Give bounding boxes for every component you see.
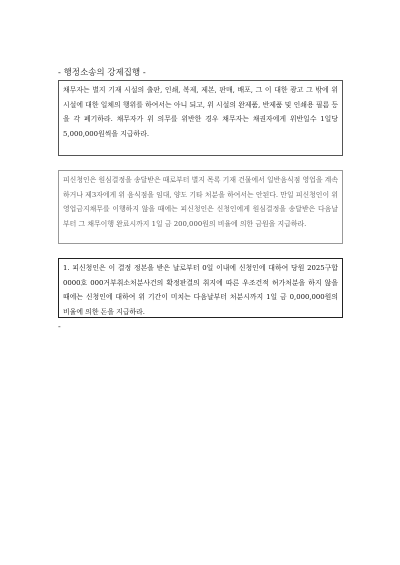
example-text-injunction: 채무자는 별지 기재 시설의 출판, 인쇄, 복제, 제본, 판매, 배포, 그 이 대한 광고 그 밖에 위 시설에 대한 일체의 행위를 하여서는 아니 되고, 위 시설의 완제품, 반제품 및 인쇄용 필름 등을 각 폐기하라. 채무자가 위 의무를 위반한 경우 채무자는 채권자에게 위반일수 1일당 5,000,000원씩을 지급하라.: [63, 86, 338, 138]
example-text-indirect-enforcement: 1. 피신청인은 이 결정 정본을 받은 날로부터 0일 이내에 신청인에 대하여 당원 2025구합0000호 000거부취소처분사건의 확정판결의 취지에 따른 우조건적 허가처분을 하지 않을 때에는 신청인에 대하여 위 기간이 미치는 다음날부터 처분시까지 1일 금 0,000,000원의 비율에 의한 돈을 지급하라.: [63, 264, 338, 316]
section-heading: - 행정소송의 강제집행 -: [58, 67, 146, 77]
example-box-business-ban: [58, 170, 343, 244]
example-box-injunction: [58, 80, 343, 156]
example-text-business-ban: 피신청인은 원심결정을 송달받은 때로부터 별지 목록 기재 건물에서 일반음식점 영업을 계속하거나 제3자에게 위 음식점을 임대, 양도 기타 처분을 하여서는 안된다. 만일 피신청인이 위 영업금지채무를 이행하지 않을 때에는 피신청인은 신청인에게 원심결정을 송달받은 다음날부터 그 채무이행 완료시까지 1일 금 200,000원의 비율에 의한 금원을 지급하라.: [63, 176, 338, 228]
end-mark: -: [58, 322, 61, 331]
example-box-indirect-enforcement: [58, 258, 343, 318]
